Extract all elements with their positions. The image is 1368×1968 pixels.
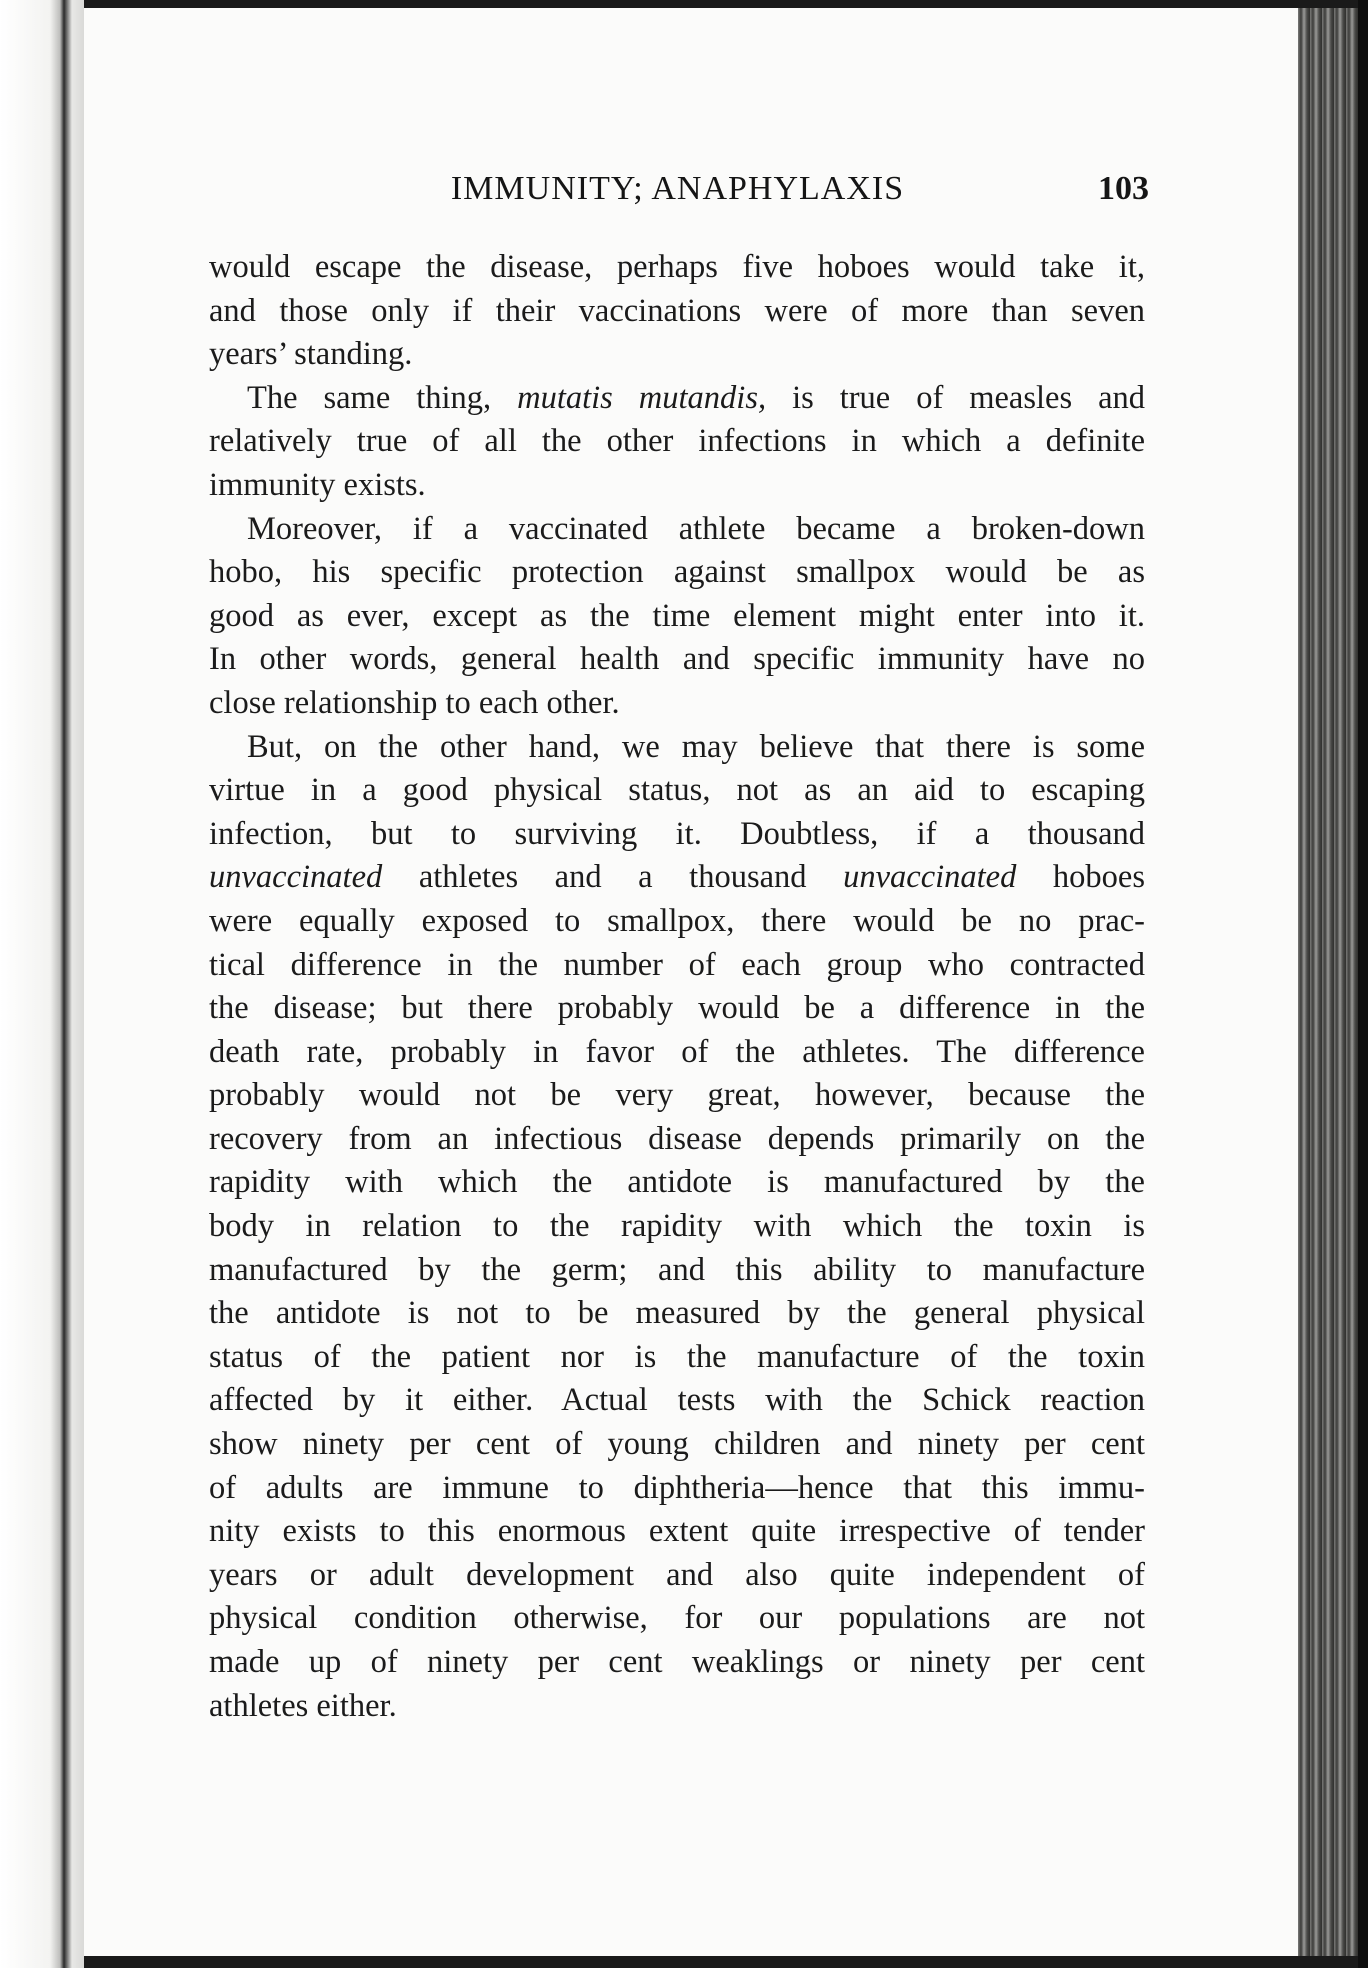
running-head [210, 170, 1149, 210]
scan-border [1358, 0, 1368, 1968]
text-line: years or adult development and also quite independent of [209, 1556, 1145, 1593]
text-line: good as ever, except as the time element might enter into it. [209, 597, 1145, 634]
text-line: were equally exposed to smallpox, there would be no prac- [209, 902, 1145, 939]
text-line [209, 377, 1145, 421]
italic-phrase: unvaccinated [209, 859, 383, 896]
text-line: status of the patient nor is the manufacture of the toxin [209, 1338, 1145, 1375]
text-line: would escape the disease, perhaps five hoboes would take it, [209, 249, 1145, 285]
text-line: athletes either. [209, 1687, 397, 1724]
text-line: In other words, general health and specific immunity have no [209, 641, 1145, 678]
text-line: Moreover, if a vaccinated athlete became a broken-down [247, 510, 1145, 547]
text-line: death rate, probably in favor of the athletes. The difference [209, 1033, 1145, 1070]
text-line: made up of ninety per cent weaklings or ninety per cent [209, 1644, 1145, 1680]
text-line: the antidote is not to be measured by the general physical [209, 1295, 1145, 1332]
text-line: body in relation to the rapidity with which the toxin is [209, 1208, 1145, 1245]
page-number: 103 [1098, 170, 1149, 207]
book-gutter [0, 0, 84, 1968]
italic-phrase: mutatis mutandis, [517, 379, 767, 416]
text-line: affected by it either. Actual tests with the Schick reaction [209, 1382, 1145, 1419]
italic-phrase: unvaccinated [843, 859, 1017, 896]
text-line: show ninety per cent of young children and ninety per cent [209, 1426, 1145, 1463]
text-line: rapidity with which the antidote is manufactured by the [209, 1164, 1145, 1201]
text-line: tical difference in the number of each group who contracted [209, 946, 1145, 983]
text-run: is true of measles and [766, 379, 1145, 416]
text-line: close relationship to each other. [209, 684, 620, 721]
text-line [209, 856, 1145, 900]
text-line: But, on the other hand, we may believe that there is some [247, 728, 1145, 765]
page-edges [1298, 8, 1358, 1956]
text-line: hobo, his specific protection against smallpox would be as [209, 554, 1145, 591]
text-run: The same thing, [247, 379, 518, 416]
text-line: virtue in a good physical status, not as an aid to escaping [209, 772, 1145, 809]
text-run: athletes and a thousand [382, 859, 844, 896]
text-line: physical condition otherwise, for our populations are not [209, 1600, 1145, 1637]
text-line: of adults are immune to diphtheria—hence that this immu- [209, 1469, 1145, 1506]
text-line: the disease; but there probably would be a difference in the [209, 990, 1145, 1027]
text-run: hoboes [1016, 859, 1145, 896]
text-line: relatively true of all the other infections in which a definite [209, 423, 1145, 460]
text-line: and those only if their vaccinations were of more than seven [209, 292, 1145, 329]
text-line: infection, but to surviving it. Doubtless, if a thousand [209, 815, 1145, 852]
body-text [209, 246, 1145, 1728]
text-line: probably would not be very great, however, because the [209, 1077, 1145, 1114]
text-line: manufactured by the germ; and this ability to manufacture [209, 1251, 1145, 1288]
text-line: immunity exists. [209, 466, 426, 503]
chapter-title: IMMUNITY; ANAPHYLAXIS [450, 170, 905, 207]
text-line: nity exists to this enormous extent quite irrespective of tender [209, 1513, 1145, 1550]
text-line: years’ standing. [209, 336, 413, 373]
text-line: recovery from an infectious disease depends primarily on the [209, 1120, 1145, 1157]
